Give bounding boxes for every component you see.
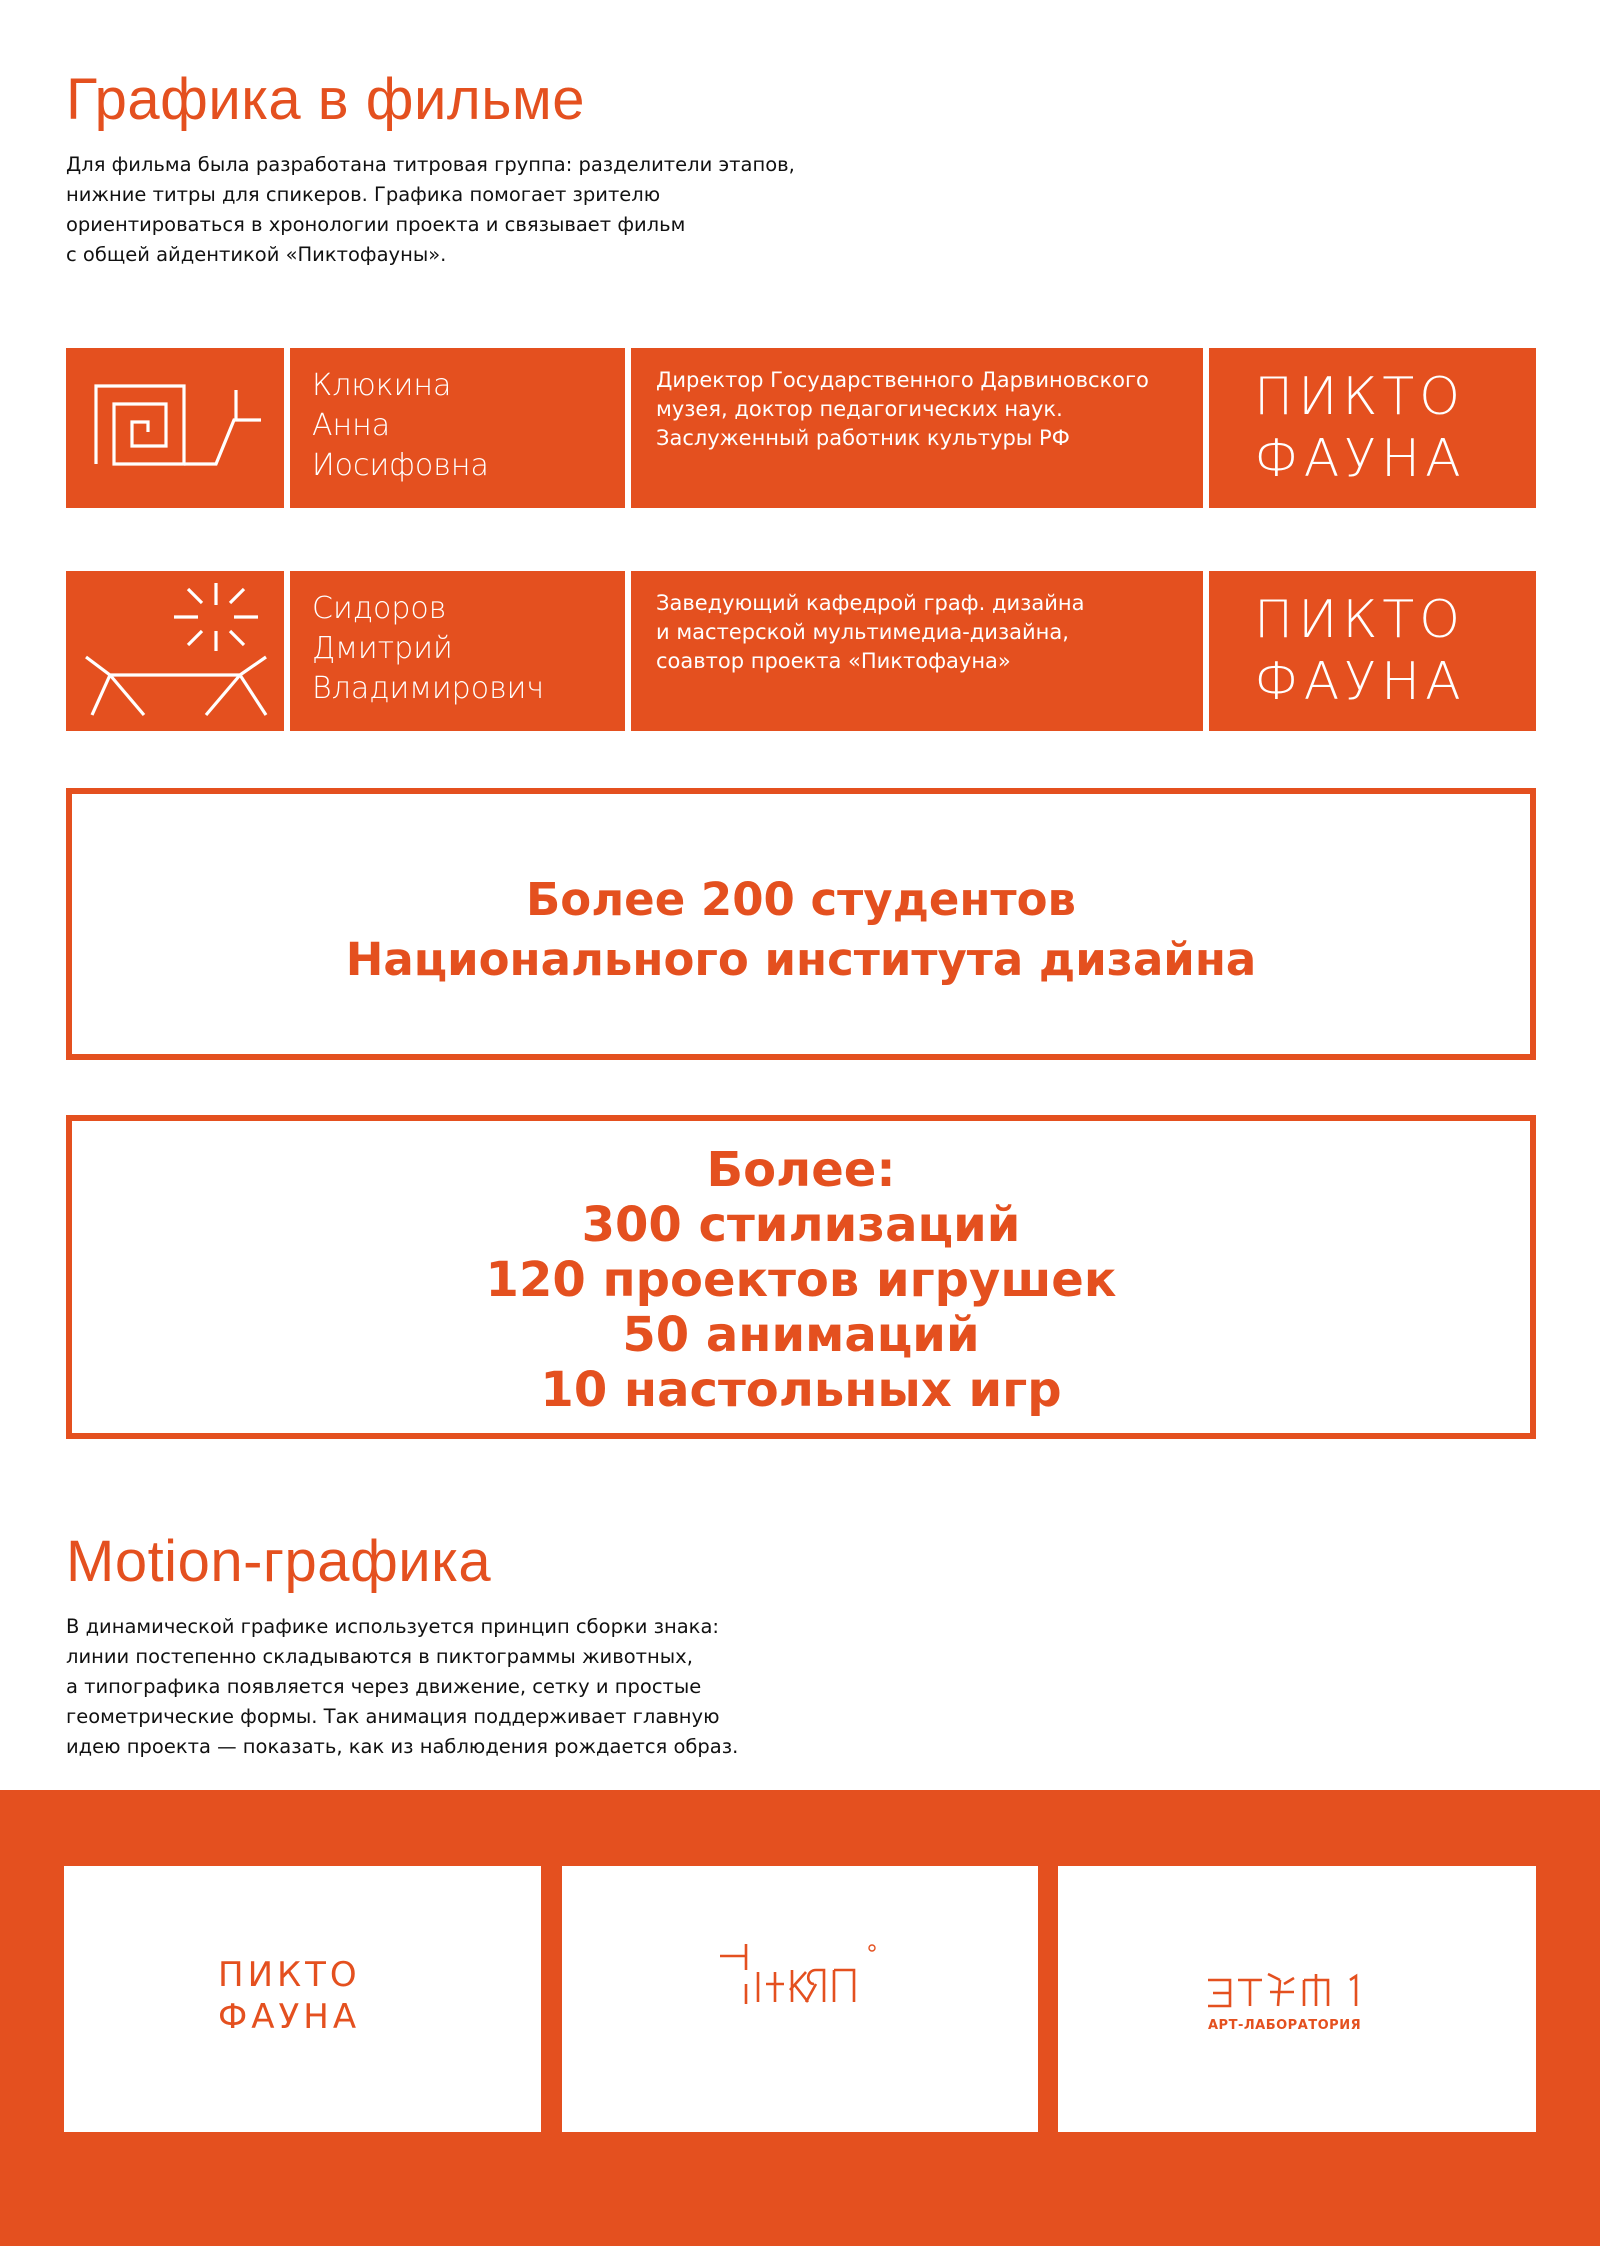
- intro-line: геометрические формы. Так анимация поддерживает главную: [66, 1705, 720, 1728]
- role-line: соавтор проекта «Пиктофауна»: [656, 649, 1011, 673]
- intro-line: с общей айдентикой «Пиктофауны».: [66, 243, 447, 266]
- speaker-name: [290, 571, 625, 731]
- lower-third-klyukina: [66, 348, 1536, 508]
- piktofauna-logo: [1209, 348, 1536, 508]
- stat-box-students: [66, 788, 1536, 1060]
- sun-animal-pictogram-icon: [66, 571, 284, 731]
- logo-line: ПИКТО: [1254, 590, 1466, 650]
- logo-line: ФАУНА: [1254, 429, 1466, 489]
- assembling-letters-icon: [562, 1866, 1038, 2132]
- section-intro-graphics: [66, 150, 846, 270]
- pictogram-cell: [66, 348, 284, 508]
- intro-line: В динамической графике используется принцип сборки знака:: [66, 1615, 719, 1638]
- name-line: Иосифовна: [312, 448, 489, 483]
- name-line: Владимирович: [312, 671, 545, 706]
- frame-assembling-logo: [562, 1866, 1038, 2132]
- stat-line: Национального института дизайна: [345, 933, 1257, 986]
- logo-line: ФАУНА: [1254, 652, 1466, 712]
- section-title-motion: Motion-графика: [66, 1529, 492, 1594]
- stage-1-title-icon: [1058, 1866, 1536, 2132]
- intro-line: нижние титры для спикеров. Графика помогает зрителю: [66, 183, 661, 206]
- logo-line: ФАУНА: [218, 1997, 361, 2037]
- logo-line: ПИКТО: [218, 1955, 361, 1995]
- role-line: и мастерской мультимедиа-дизайна,: [656, 620, 1069, 644]
- pictogram-cell: [66, 571, 284, 731]
- stat-line: 120 проектов игрушек: [485, 1252, 1117, 1308]
- role-line: музея, доктор педагогических наук.: [656, 397, 1063, 421]
- speaker-role: [631, 348, 1203, 508]
- stat-line: 300 стилизаций: [581, 1197, 1021, 1253]
- section-title-graphics: Графика в фильме: [66, 67, 586, 132]
- logo-line: ПИКТО: [1254, 367, 1466, 427]
- role-line: Заслуженный работник культуры РФ: [656, 426, 1070, 450]
- stat-box-results: [66, 1115, 1536, 1439]
- speaker-role: [631, 571, 1203, 731]
- lower-third-sidorov: [66, 571, 1536, 731]
- frame-piktofauna-logo: [64, 1866, 541, 2132]
- speaker-name: [290, 348, 625, 508]
- piktofauna-logo: [1209, 571, 1536, 731]
- name-line: Сидоров: [312, 591, 447, 626]
- name-line: Дмитрий: [312, 631, 453, 666]
- intro-line: ориентироваться в хронологии проекта и связывает фильм: [66, 213, 686, 236]
- art-lab-caption: АРТ-ЛАБОРАТОРИЯ: [1208, 2018, 1362, 2033]
- intro-line: Для фильма была разработана титровая группа: разделители этапов,: [66, 153, 795, 176]
- stat-line: 50 анимаций: [622, 1307, 980, 1363]
- motion-frames-band: [0, 1790, 1600, 2246]
- stat-line: Более:: [706, 1142, 896, 1198]
- intro-line: а типографика появляется через движение, сетку и простые: [66, 1675, 702, 1698]
- stat-line: 10 настольных игр: [540, 1362, 1062, 1418]
- role-line: Директор Государственного Дарвиновского: [656, 368, 1149, 392]
- name-line: Клюкина: [312, 368, 452, 403]
- spiral-pictogram-icon: [66, 348, 284, 508]
- frame-stage-art-lab: [1058, 1866, 1536, 2132]
- stat-line: Более 200 студентов: [526, 873, 1076, 926]
- name-line: Анна: [312, 408, 391, 443]
- intro-line: линии постепенно складываются в пиктограммы животных,: [66, 1645, 693, 1668]
- section-intro-motion: [66, 1612, 846, 1762]
- intro-line: идею проекта — показать, как из наблюдения рождается образ.: [66, 1735, 739, 1758]
- role-line: Заведующий кафедрой граф. дизайна: [656, 591, 1085, 615]
